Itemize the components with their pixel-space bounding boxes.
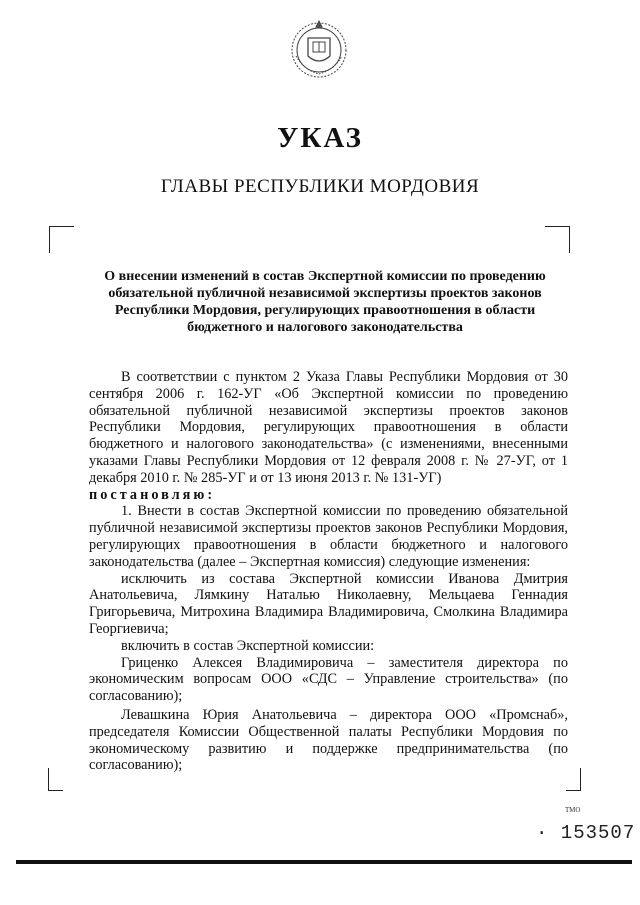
document-title: УКАЗ	[277, 122, 363, 154]
corner-mark-top-left	[49, 226, 74, 253]
include-paragraph: включить в состав Экспертной комиссии:	[121, 637, 375, 654]
decree-body	[89, 369, 568, 774]
corner-mark-bottom-right	[566, 768, 581, 791]
decree-heading: О внесении изменений в состав Экспертной комиссии по проведению обязательной публичной независимой экспертизы проектов законов Республики Мордовия, регулирующих правоотношения в области бюджетного и налогового законодательства	[104, 269, 546, 335]
corner-mark-bottom-left	[48, 768, 63, 791]
coat-of-arms-emblem	[286, 16, 352, 82]
item-1-paragraph: 1. Внести в состав Экспертной комиссии по проведению обязательной публичной независимой экспертизы проектов законов Республики Мордовия, регулирующих правоотношения в области бюджетного и налогового законодательства (далее – Экспертная комиссия) следующие изменения:	[89, 503, 568, 570]
bottom-rule	[16, 860, 632, 864]
exclude-paragraph: исключить из состава Экспертной комиссии Иванова Дмитрия Анатольевича, Лямкину Наталью Николаевну, Мельцаева Геннадия Григорьевича, Митрохина Владимира Владимировича, Смолкина Владимира Георгиевича;	[89, 570, 568, 637]
decree-word: постановляю:	[89, 486, 216, 503]
document-subtitle: ГЛАВЫ РЕСПУБЛИКИ МОРДОВИЯ	[160, 176, 480, 197]
preamble-text: В соответствии с пунктом 2 Указа Главы Республики Мордовия от 30 сентября 2006 г. 162-УГ «Об Экспертной комиссии по проведению обязательной публичной независимой экспертизы проектов законов Республики Мордовия, регулирующих правоотношения в области бюджетного и налогового законодательства» (с изменениями, внесенными указами Главы Республики Мордовия от 12 февраля 2008 г. № 27-УГ, от 1 декабря 2010 г. № 285-УГ и от 13 июня 2013 г. № 131-УГ)	[89, 369, 568, 486]
document-number: · 153507	[536, 822, 636, 844]
decree-word-line	[89, 487, 568, 504]
corner-mark-top-right	[545, 226, 570, 253]
stamp-mark: ТМО	[565, 806, 581, 814]
member-gritsenko: Гриценко Алексея Владимировича – заместителя директора по экономическим вопросам ООО «СДС – Управление строительства» (по согласованию);	[89, 654, 568, 705]
preamble-paragraph	[89, 369, 568, 487]
member-levashkin: Левашкина Юрия Анатольевича – директора ООО «Промснаб», председателя Комиссии Общественной палаты Республики Мордовия по экономическому развитию и поддержке предпринимательства (по согласованию);	[89, 706, 568, 774]
